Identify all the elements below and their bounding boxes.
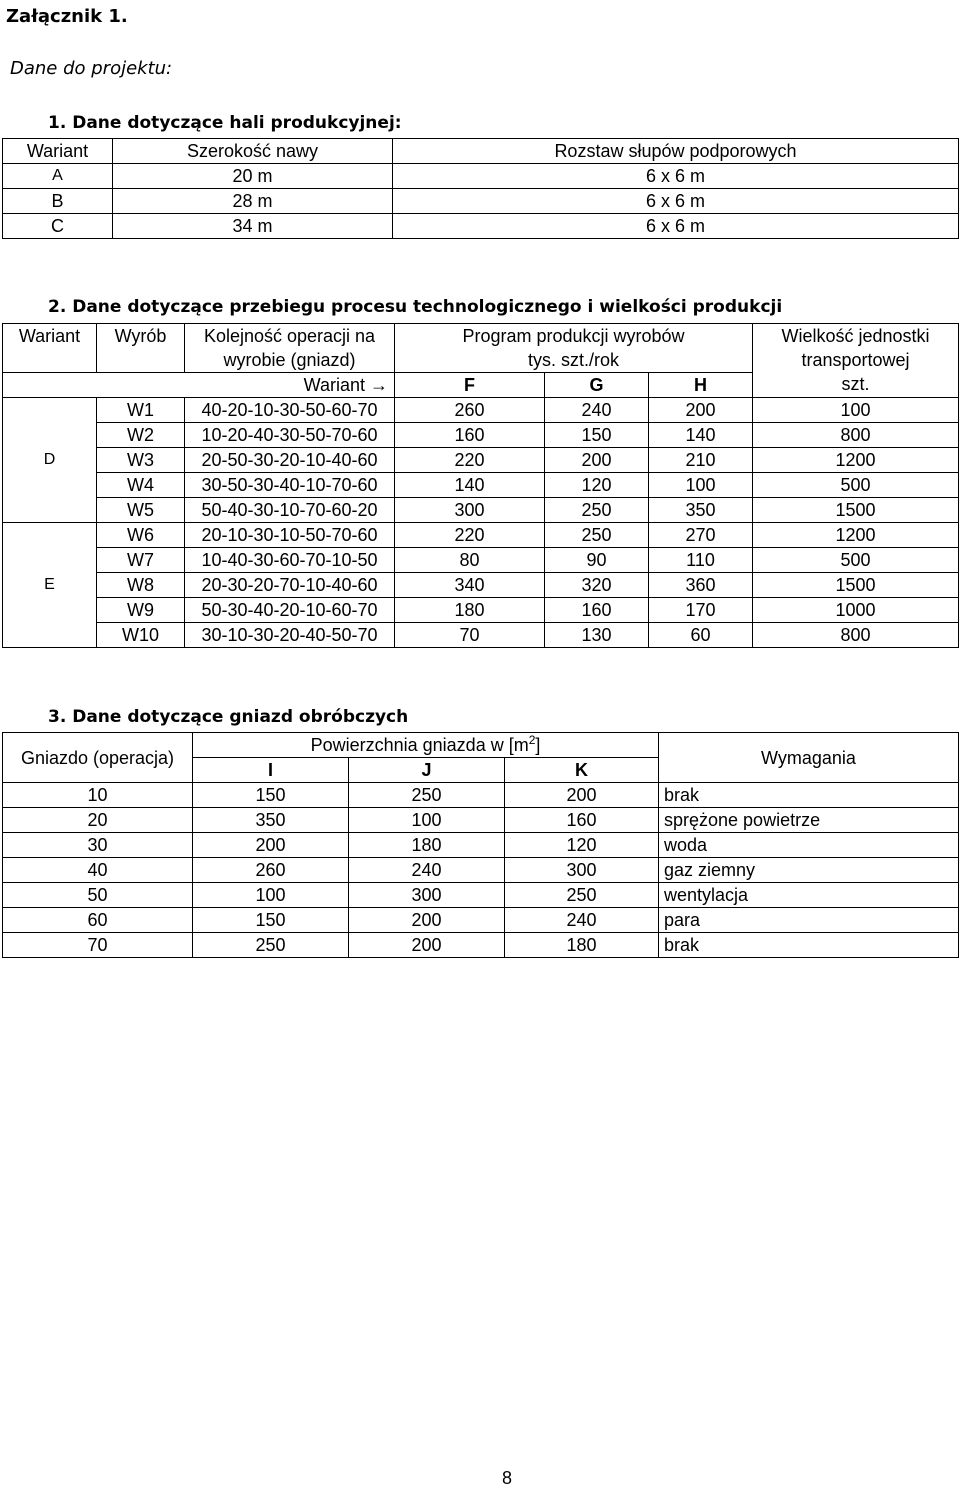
table-cell: 250	[545, 498, 649, 523]
table-cell: 500	[753, 548, 959, 573]
table-cell: 6 x 6 m	[393, 214, 959, 239]
table-cell: 200	[349, 908, 505, 933]
table-header-row	[3, 139, 959, 164]
table-cell: 10	[3, 783, 193, 808]
table-row	[3, 883, 959, 908]
header-sup: 2	[528, 733, 536, 747]
table-cell: W3	[97, 448, 185, 473]
header-cell: Gniazdo (operacja)	[3, 733, 193, 783]
table-cell: W1	[97, 398, 185, 423]
table-cell: 60	[3, 908, 193, 933]
table-cell: 240	[349, 858, 505, 883]
table-cell: 350	[649, 498, 753, 523]
table-cell: woda	[659, 833, 959, 858]
table-cell: W10	[97, 623, 185, 648]
table-row	[3, 398, 959, 423]
table-row	[3, 423, 959, 448]
table-cell: 160	[395, 423, 545, 448]
table-cell: 28 m	[113, 189, 393, 214]
header-text: wyrobie (gniazd)	[223, 350, 356, 370]
table-cell: 200	[545, 448, 649, 473]
document-title: Załącznik 1.	[6, 6, 128, 27]
table-cell: 150	[193, 908, 349, 933]
table-cell: 170	[649, 598, 753, 623]
table-cell: 250	[349, 783, 505, 808]
table-cell: 10-20-40-30-50-70-60	[185, 423, 395, 448]
table-cell: 200	[505, 783, 659, 808]
group-cell: D	[3, 398, 97, 523]
table-row	[3, 523, 959, 548]
table-cell: 1000	[753, 598, 959, 623]
table-cell: 40	[3, 858, 193, 883]
table-cell: 250	[193, 933, 349, 958]
table-cell: 1500	[753, 573, 959, 598]
table-cell: 20-30-20-70-10-40-60	[185, 573, 395, 598]
section-2-title: 2. Dane dotyczące przebiegu procesu technologicznego i wielkości produkcji	[48, 297, 783, 317]
header-text: tys. szt./rok	[528, 350, 620, 370]
table-cell: 200	[193, 833, 349, 858]
table-cell: 180	[395, 598, 545, 623]
header-cell: F	[395, 373, 545, 398]
table-cell: 100	[753, 398, 959, 423]
header-text: ]	[535, 735, 541, 755]
table-row	[3, 623, 959, 648]
hall-table	[2, 138, 959, 239]
table-row	[3, 498, 959, 523]
table-cell: 34 m	[113, 214, 393, 239]
table-cell: brak	[659, 933, 959, 958]
table-row	[3, 573, 959, 598]
table-cell: 50-30-40-20-10-60-70	[185, 598, 395, 623]
table-cell: 500	[753, 473, 959, 498]
table-cell: 20	[3, 808, 193, 833]
table-cell: W9	[97, 598, 185, 623]
table-cell: 260	[193, 858, 349, 883]
table-cell: 140	[649, 423, 753, 448]
table-cell: W4	[97, 473, 185, 498]
table-cell: 210	[649, 448, 753, 473]
table-cell: 270	[649, 523, 753, 548]
table-cell: 300	[349, 883, 505, 908]
document-subtitle: Dane do projektu:	[10, 58, 173, 79]
process-table	[2, 323, 959, 648]
table-cell: 220	[395, 448, 545, 473]
table-cell: 260	[395, 398, 545, 423]
table-cell: W5	[97, 498, 185, 523]
table-cell: 6 x 6 m	[393, 189, 959, 214]
table-cell: 120	[505, 833, 659, 858]
section-1-title: 1. Dane dotyczące hali produkcyjnej:	[48, 113, 402, 133]
table-cell: 1500	[753, 498, 959, 523]
table-cell: 300	[395, 498, 545, 523]
table-cell: 200	[649, 398, 753, 423]
table-cell: para	[659, 908, 959, 933]
header-cell	[753, 324, 959, 398]
header-text: szt.	[841, 374, 870, 394]
table-cell: 320	[545, 573, 649, 598]
table-cell: 40-20-10-30-50-60-70	[185, 398, 395, 423]
header-cell: Szerokość nawy	[113, 139, 393, 164]
table-header-row	[3, 324, 959, 373]
header-text: Powierzchnia gniazda w [m	[310, 735, 529, 755]
table-cell: 1200	[753, 448, 959, 473]
group-cell: E	[3, 523, 97, 648]
table-cell: 70	[3, 933, 193, 958]
table-cell: W7	[97, 548, 185, 573]
table-cell: 300	[505, 858, 659, 883]
table-row	[3, 598, 959, 623]
table-row	[3, 833, 959, 858]
header-text: Program produkcji wyrobów	[462, 326, 685, 346]
table-row	[3, 908, 959, 933]
table-cell: 160	[545, 598, 649, 623]
table-cell: 150	[545, 423, 649, 448]
table-row	[3, 214, 959, 239]
table-cell: 60	[649, 623, 753, 648]
table-row	[3, 548, 959, 573]
table-cell: 30	[3, 833, 193, 858]
header-cell	[395, 324, 753, 373]
table-cell: 140	[395, 473, 545, 498]
table-cell: 220	[395, 523, 545, 548]
table-cell: 1200	[753, 523, 959, 548]
table-cell: 50	[3, 883, 193, 908]
header-cell: Wymagania	[659, 733, 959, 783]
table-cell: 100	[649, 473, 753, 498]
header-text: Wielkość jednostki	[781, 326, 930, 346]
table-cell: wentylacja	[659, 883, 959, 908]
table-header-row	[3, 733, 959, 758]
table-cell: 250	[545, 523, 649, 548]
table-cell: 160	[505, 808, 659, 833]
table-cell: sprężone powietrze	[659, 808, 959, 833]
table-cell: 250	[505, 883, 659, 908]
table-cell: B	[3, 189, 113, 214]
table-row	[3, 448, 959, 473]
table-cell: 240	[505, 908, 659, 933]
table-cell: 340	[395, 573, 545, 598]
header-cell	[185, 324, 395, 373]
table-cell: brak	[659, 783, 959, 808]
table-cell: 180	[349, 833, 505, 858]
table-cell: 90	[545, 548, 649, 573]
table-cell: 360	[649, 573, 753, 598]
table-cell: 240	[545, 398, 649, 423]
table-cell: 150	[193, 783, 349, 808]
table-cell: W8	[97, 573, 185, 598]
table-cell: 20-10-30-10-50-70-60	[185, 523, 395, 548]
table-cell: 120	[545, 473, 649, 498]
table-cell: 10-40-30-60-70-10-50	[185, 548, 395, 573]
table-cell: 350	[193, 808, 349, 833]
table-cell: W2	[97, 423, 185, 448]
table-row	[3, 808, 959, 833]
header-cell: Rozstaw słupów podporowych	[393, 139, 959, 164]
header-cell: Wariant →	[3, 373, 395, 398]
header-cell: G	[545, 373, 649, 398]
header-text: transportowej	[801, 350, 910, 370]
table-cell: 110	[649, 548, 753, 573]
table-row	[3, 933, 959, 958]
table-row	[3, 473, 959, 498]
table-cell: 800	[753, 423, 959, 448]
table-cell: 6 x 6 m	[393, 164, 959, 189]
header-cell: K	[505, 758, 659, 783]
table-cell: 20 m	[113, 164, 393, 189]
table-row	[3, 783, 959, 808]
table-cell: 50-40-30-10-70-60-20	[185, 498, 395, 523]
table-cell: W6	[97, 523, 185, 548]
table-cell: 130	[545, 623, 649, 648]
table-row	[3, 189, 959, 214]
table-cell: 30-10-30-20-40-50-70	[185, 623, 395, 648]
header-cell: J	[349, 758, 505, 783]
table-cell: 20-50-30-20-10-40-60	[185, 448, 395, 473]
header-cell: Wariant	[3, 324, 97, 373]
table-cell: gaz ziemny	[659, 858, 959, 883]
table-cell: 100	[193, 883, 349, 908]
header-cell: Wariant	[3, 139, 113, 164]
table-cell: A	[3, 164, 113, 189]
table-row	[3, 164, 959, 189]
table-cell: 200	[349, 933, 505, 958]
table-cell: 800	[753, 623, 959, 648]
section-3-title: 3. Dane dotyczące gniazd obróbczych	[48, 707, 409, 727]
table-row	[3, 858, 959, 883]
header-cell: H	[649, 373, 753, 398]
table-cell: 80	[395, 548, 545, 573]
header-text: Kolejność operacji na	[203, 326, 376, 346]
table-cell: 180	[505, 933, 659, 958]
page-number: 8	[502, 1468, 513, 1488]
table-cell: C	[3, 214, 113, 239]
workstation-table	[2, 732, 959, 958]
table-cell: 100	[349, 808, 505, 833]
table-cell: 70	[395, 623, 545, 648]
header-cell: Wyrób	[97, 324, 185, 373]
header-cell	[193, 733, 659, 758]
header-cell: I	[193, 758, 349, 783]
table-cell: 30-50-30-40-10-70-60	[185, 473, 395, 498]
